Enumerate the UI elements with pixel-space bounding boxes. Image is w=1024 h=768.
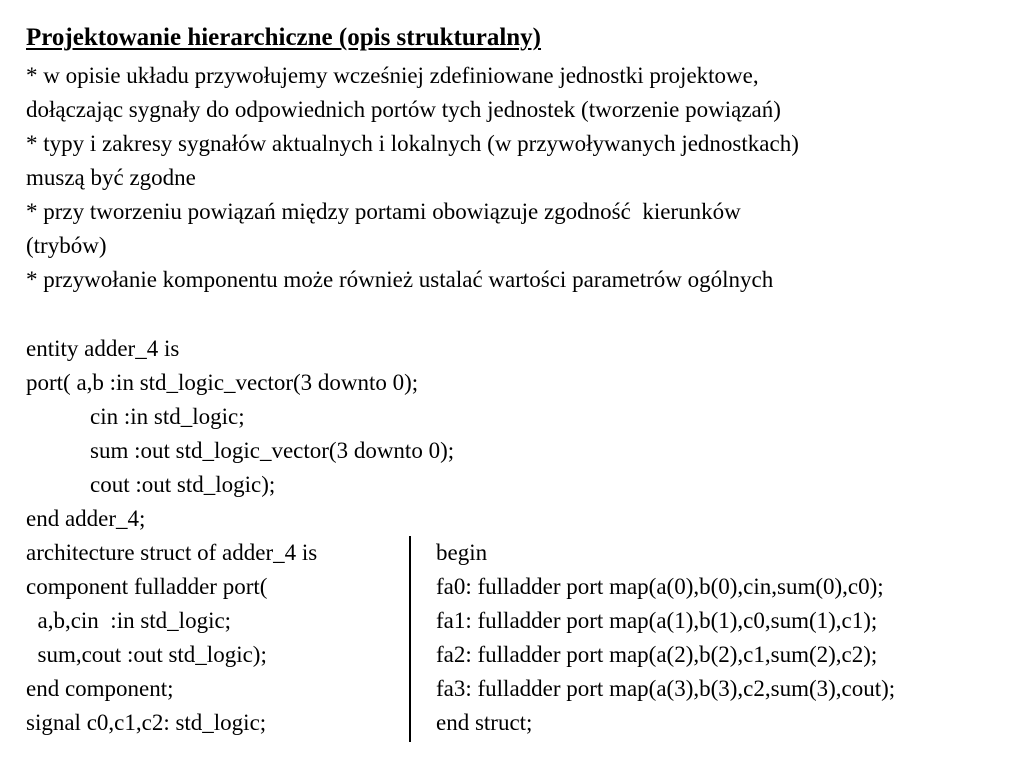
left-code-line: architecture struct of adder_4 is: [26, 540, 318, 565]
column-divider: [409, 536, 411, 742]
entity-code-line: cout :out std_logic);: [90, 472, 276, 497]
entity-code-line: sum :out std_logic_vector(3 downto 0);: [90, 438, 455, 463]
right-code-line: fa2: fulladder port map(a(2),b(2),c1,sum(2),c2);: [436, 642, 878, 667]
entity-code-line: cin :in std_logic;: [90, 404, 245, 429]
right-code-line: begin: [436, 540, 488, 565]
bullet-line: * przywołanie komponentu może również ustalać wartości parametrów ogólnych: [26, 267, 774, 292]
entity-code-line: end adder_4;: [26, 506, 146, 531]
bullet-line: dołączając sygnały do odpowiednich portów tych jednostek (tworzenie powiązań): [26, 97, 781, 122]
slide-title: Projektowanie hierarchiczne (opis strukturalny): [26, 24, 542, 51]
right-code-line: end struct;: [436, 710, 533, 735]
left-code-line: signal c0,c1,c2: std_logic;: [26, 710, 267, 735]
entity-code-line: entity adder_4 is: [26, 336, 180, 361]
bullet-line: * typy i zakresy sygnałów aktualnych i lokalnych (w przywoływanych jednostkach): [26, 131, 799, 156]
bullet-line: * przy tworzeniu powiązań między portami obowiązuje zgodność kierunków: [26, 199, 741, 224]
bullet-line: muszą być zgodne: [26, 165, 196, 190]
entity-code-line: port( a,b :in std_logic_vector(3 downto 0);: [26, 370, 419, 395]
left-code-line: a,b,cin :in std_logic;: [26, 608, 232, 633]
right-code-line: fa1: fulladder port map(a(1),b(1),c0,sum(1),c1);: [436, 608, 878, 633]
right-code-line: fa3: fulladder port map(a(3),b(3),c2,sum(3),cout);: [436, 676, 896, 701]
left-code-line: component fulladder port(: [26, 574, 268, 599]
bullet-line: (trybów): [26, 233, 107, 258]
bullet-line: * w opisie układu przywołujemy wcześniej zdefiniowane jednostki projektowe,: [26, 63, 759, 88]
left-code-line: end component;: [26, 676, 174, 701]
right-code-line: fa0: fulladder port map(a(0),b(0),cin,sum(0),c0);: [436, 574, 884, 599]
left-code-line: sum,cout :out std_logic);: [26, 642, 267, 667]
